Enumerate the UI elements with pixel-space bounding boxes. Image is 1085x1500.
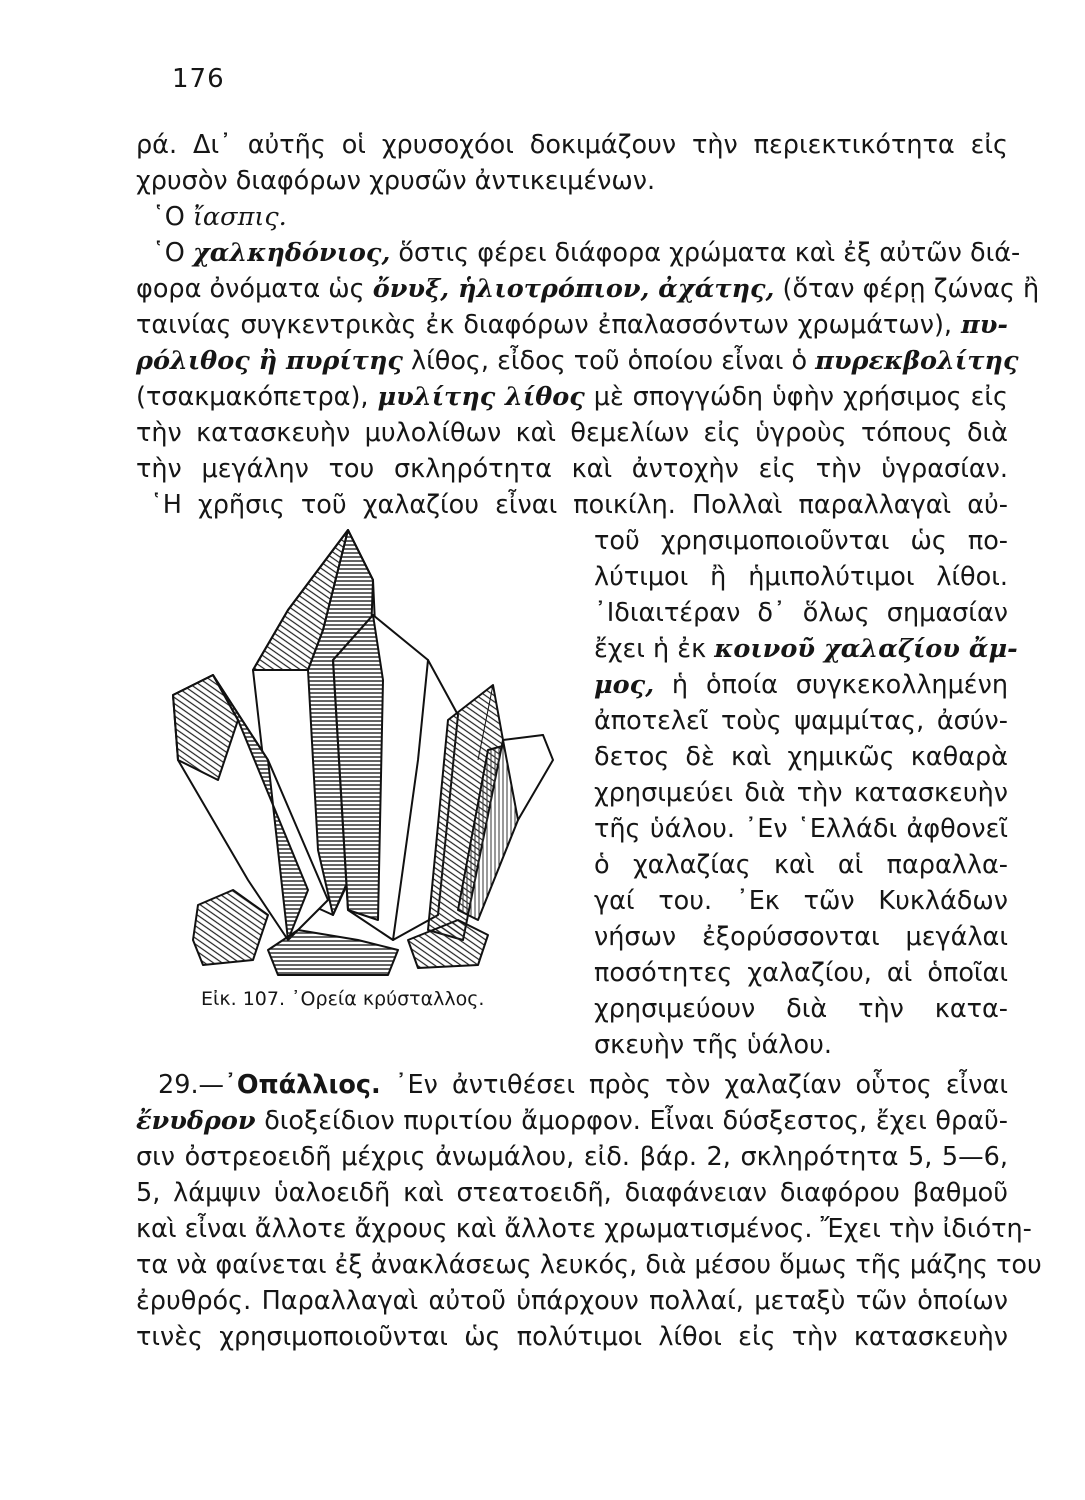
term-common-quartz-sand: κοινοῦ χαλαζίου ἄμ- [714, 634, 1018, 664]
term-chalcedony: χαλκηδόνιος, [192, 238, 391, 268]
text-line: χρησιμεύει διὰ τὴν κατασκευὴν [594, 778, 1008, 808]
text-line: καὶ εἶναι ἄλλοτε ἄχρους καὶ ἄλλοτε χρωματισμένος. Ἔχει τὴν ἰδιότη- [136, 1214, 1032, 1244]
term-hydrous: ἔνυδρον [136, 1106, 256, 1136]
text-line: ρόλιθος ἢ πυρίτης λίθος, εἶδος τοῦ ὁποίου εἶναι ὁ πυρεκβολίτης [136, 346, 1019, 376]
text-line: τοῦ χρησιμοποιοῦνται ὡς πο- [594, 526, 1008, 556]
text-line: γαί του. ᾿Εκ τῶν Κυκλάδων [594, 886, 1008, 916]
figure-caption: Εἰκ. 107. ᾿Ορεία κρύσταλλος. [201, 988, 485, 1010]
text-line: ῾Η χρῆσις τοῦ χαλαζίου εἶναι ποικίλη. Πολλαὶ παραλλαγαὶ αὐ- [150, 490, 1008, 520]
section-title-opal: ᾿Οπάλλιος. [224, 1070, 381, 1100]
term-onyx-heliotrope-agate: ὄνυξ, ἡλιοτρόπιον, ἀχάτης, [372, 274, 775, 304]
text-line: τὴν κατασκευὴν μυλολίθων καὶ θεμελίων εἰς ὑγροὺς τόπους διὰ [136, 418, 1008, 448]
text-line: ἐρυθρός. Παραλλαγαὶ αὐτοῦ ὑπάρχουν πολλαί, μεταξὺ τῶν ὁποίων [136, 1286, 1008, 1316]
text-line: λύτιμοι ἢ ἡμιπολύτιμοι λίθοι. [594, 562, 1008, 592]
text-line: ρά. Δι᾽ αὐτῆς οἱ χρυσοχόοι δοκιμάζουν τὴν περιεκτικότητα εἰς [136, 130, 1008, 160]
text-line: ῾Ο χαλκηδόνιος, ὅστις φέρει διάφορα χρώματα καὶ ἐξ αὐτῶν διά- [152, 238, 1021, 268]
text-line: (τσακμακόπετρα), μυλίτης λίθος μὲ σπογγώδη ὑφὴν χρήσιμος εἰς [136, 382, 1008, 412]
term-pyrekvolitis: πυρεκβολίτης [815, 346, 1019, 376]
text-line: χρυσὸν διαφόρων χρυσῶν ἀντικειμένων. [136, 166, 656, 196]
text-line: ποσότητες χαλαζίου, αἱ ὁποῖαι [594, 958, 1008, 988]
page-number: 176 [172, 64, 225, 94]
text-line: τὴν μεγάλην του σκληρότητα καὶ ἀντοχὴν εἰς τὴν ὑγρασίαν. [136, 454, 1008, 484]
text-line: ὁ χαλαζίας καὶ αἱ παραλλα- [594, 850, 1008, 880]
text-line: νήσων ἐξορύσσονται μεγάλαι [594, 922, 1008, 952]
term-pyrolithos: ρόλιθος ἢ πυρίτης [136, 346, 403, 376]
text-line: δετος δὲ καὶ χημικῶς καθαρὰ [594, 742, 1008, 772]
text-line: ἀποτελεῖ τοὺς ψαμμίτας, ἀσύν- [594, 706, 1008, 736]
text-line: σκευὴν τῆς ὑάλου. [594, 1030, 832, 1060]
text-line: ῾Ο ἴασπις. [152, 202, 287, 232]
text-line: σιν ὀστρεοειδῆ μέχρις ἀνωμάλου, εἰδ. βάρ. 2, σκληρότητα 5, 5—6, [136, 1142, 1008, 1172]
text-line: χρησιμεύουν διὰ τὴν κατα- [594, 994, 1008, 1024]
text-line: 5, λάμψιν ὑαλοειδῆ καὶ στεατοειδῆ, διαφάνειαν διαφόρου βαθμοῦ [136, 1178, 1008, 1208]
quartz-crystal-illustration [158, 520, 558, 990]
text-line: ᾿Ιδιαιτέραν δ᾽ ὅλως σημασίαν [594, 598, 1008, 628]
text-line: μος, ἡ ὁποία συγκεκολλημένη [594, 670, 1008, 700]
text-line: τῆς ὑάλου. ᾿Εν ῾Ελλάδι ἀφθονεῖ [594, 814, 1008, 844]
section-heading-line: 29.—᾿Οπάλλιος. ᾿Εν ἀντιθέσει πρὸς τὸν χαλαζίαν οὗτος εἶναι [158, 1070, 1008, 1100]
text-line: φορα ὀνόματα ὡς ὄνυξ, ἡλιοτρόπιον, ἀχάτης, (ὅταν φέρῃ ζώνας ἢ [136, 274, 1040, 304]
term-mylitis: μυλίτης λίθος [377, 382, 585, 412]
text-line: ἔνυδρον διοξείδιον πυριτίου ἄμορφον. Εἶναι δύσξεστος, ἔχει θραῦ- [136, 1106, 1008, 1136]
text-line: τινὲς χρησιμοποιοῦνται ὡς πολύτιμοι λίθοι εἰς τὴν κατασκευὴν [136, 1322, 1008, 1352]
term-jasper: ἴασπις. [192, 202, 287, 232]
text-line: τα νὰ φαίνεται ἐξ ἀνακλάσεως λευκός, διὰ μέσου ὅμως τῆς μάζης του [136, 1250, 1042, 1280]
text-line: ταινίας συγκεντρικὰς ἐκ διαφόρων ἐπαλασσόντων χρωμάτων), πυ- [136, 310, 1008, 340]
text-line: ἔχει ἡ ἐκ κοινοῦ χαλαζίου ἄμ- [594, 634, 1018, 664]
